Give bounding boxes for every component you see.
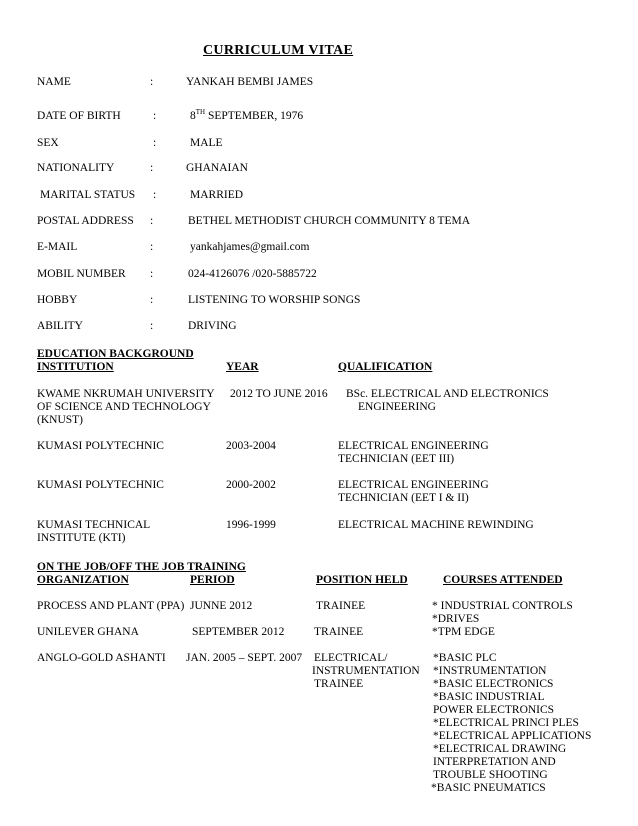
- personal-label: POSTAL ADDRESS: [37, 215, 134, 227]
- personal-label: HOBBY: [37, 294, 78, 306]
- dob-suffix: TH: [195, 108, 206, 117]
- period-value: JUNNE 2012: [190, 600, 253, 612]
- year-value: 2012 TO JUNE 2016: [230, 388, 328, 400]
- colon: :: [150, 215, 154, 227]
- qualification-line: BSc. ELECTRICAL AND ELECTRONICS: [346, 388, 549, 400]
- qualification-line: TECHNICIAN (EET I & II): [338, 492, 469, 504]
- name-value: YANKAH BEMBI JAMES: [186, 76, 314, 88]
- dob-day: 8: [190, 110, 196, 122]
- education-heading: EDUCATION BACKGROUND: [37, 348, 194, 360]
- date-of-birth-value: [190, 110, 303, 123]
- personal-label: MOBIL NUMBER: [37, 268, 126, 280]
- course-line: *BASIC INDUSTRIAL: [433, 691, 545, 703]
- institution-line: KUMASI POLYTECHNIC: [37, 479, 164, 491]
- dob-rest: SEPTEMBER, 1976: [205, 110, 304, 122]
- colon: :: [150, 76, 154, 88]
- institution-line: KWAME NKRUMAH UNIVERSITY: [37, 388, 215, 400]
- colon: :: [150, 268, 154, 280]
- institution-line: KUMASI POLYTECHNIC: [37, 440, 164, 452]
- position-line: TRAINEE: [314, 678, 364, 690]
- organization-header: ORGANIZATION: [37, 574, 129, 586]
- period-value: JAN. 2005 – SEPT. 2007: [186, 652, 303, 664]
- hobby-value: LISTENING TO WORSHIP SONGS: [188, 294, 361, 306]
- qualification-line: ELECTRICAL ENGINEERING: [338, 440, 489, 452]
- qualification-line: TECHNICIAN (EET III): [338, 453, 455, 465]
- organization-value: PROCESS AND PLANT (PPA): [37, 600, 185, 612]
- personal-label: SEX: [37, 137, 59, 149]
- sex-value: MALE: [190, 137, 223, 149]
- colon: :: [150, 162, 154, 174]
- position-line: TRAINEE: [314, 626, 364, 638]
- training-heading: ON THE JOB/OFF THE JOB TRAINING: [37, 561, 246, 573]
- personal-label: E-MAIL: [37, 241, 78, 253]
- organization-value: UNILEVER GHANA: [37, 626, 139, 638]
- email-value: yankahjames@gmail.com: [190, 241, 310, 253]
- period-value: SEPTEMBER 2012: [192, 626, 285, 638]
- course-line: *BASIC ELECTRONICS: [433, 678, 554, 690]
- course-line: *ELECTRICAL DRAWING: [433, 743, 567, 755]
- personal-label: ABILITY: [37, 320, 83, 332]
- institution-line: (KNUST): [37, 414, 83, 426]
- year-value: 1996-1999: [226, 519, 276, 531]
- colon: :: [153, 137, 157, 149]
- institution-line: KUMASI TECHNICAL: [37, 519, 151, 531]
- position-line: TRAINEE: [316, 600, 366, 612]
- course-line: *DRIVES: [432, 613, 480, 625]
- nationality-value: GHANAIAN: [186, 162, 248, 174]
- mobile-number-value: 024-4126076 /020-5885722: [188, 268, 317, 280]
- course-line: *INSTRUMENTATION: [433, 665, 547, 677]
- position-line: INSTRUMENTATION: [312, 665, 420, 677]
- colon: :: [150, 241, 154, 253]
- course-line: *TPM EDGE: [432, 626, 495, 638]
- personal-label: NATIONALITY: [37, 162, 115, 174]
- course-line: INTERPRETATION AND: [433, 756, 556, 768]
- institution-line: OF SCIENCE AND TECHNOLOGY: [37, 401, 211, 413]
- colon: :: [150, 320, 154, 332]
- organization-value: ANGLO-GOLD ASHANTI: [37, 652, 166, 664]
- year-value: 2000-2002: [226, 479, 276, 491]
- personal-label: NAME: [37, 76, 71, 88]
- course-line: *ELECTRICAL PRINCI PLES: [433, 717, 579, 729]
- position-line: ELECTRICAL/: [314, 652, 388, 664]
- year-header: YEAR: [226, 361, 259, 373]
- qualification-line: ELECTRICAL MACHINE REWINDING: [338, 519, 534, 531]
- qualification-header: QUALIFICATION: [338, 361, 433, 373]
- postal-address-value: BETHEL METHODIST CHURCH COMMUNITY 8 TEMA: [188, 215, 471, 227]
- personal-label: DATE OF BIRTH: [37, 110, 121, 122]
- qualification-line: ELECTRICAL ENGINEERING: [338, 479, 489, 491]
- institution-header: INSTITUTION: [37, 361, 114, 373]
- colon: :: [150, 294, 154, 306]
- colon: :: [153, 110, 157, 122]
- period-header: PERIOD: [190, 574, 235, 586]
- colon: :: [153, 189, 157, 201]
- course-line: POWER ELECTRONICS: [433, 704, 555, 716]
- courses-header: COURSES ATTENDED: [443, 574, 563, 586]
- institution-line: INSTITUTE (KTI): [37, 532, 126, 544]
- document-title: CURRICULUM VITAE: [203, 43, 354, 58]
- course-line: *ELECTRICAL APPLICATIONS: [433, 730, 592, 742]
- personal-label: MARITAL STATUS: [40, 189, 136, 201]
- qualification-line: ENGINEERING: [358, 401, 436, 413]
- course-line: *BASIC PLC: [433, 652, 497, 664]
- course-line: * INDUSTRIAL CONTROLS: [432, 600, 573, 612]
- marital-status-value: MARRIED: [190, 189, 244, 201]
- year-value: 2003-2004: [226, 440, 276, 452]
- position-header: POSITION HELD: [316, 574, 408, 586]
- course-line: *BASIC PNEUMATICS: [431, 782, 546, 794]
- course-line: TROUBLE SHOOTING: [433, 769, 548, 781]
- ability-value: DRIVING: [188, 320, 237, 332]
